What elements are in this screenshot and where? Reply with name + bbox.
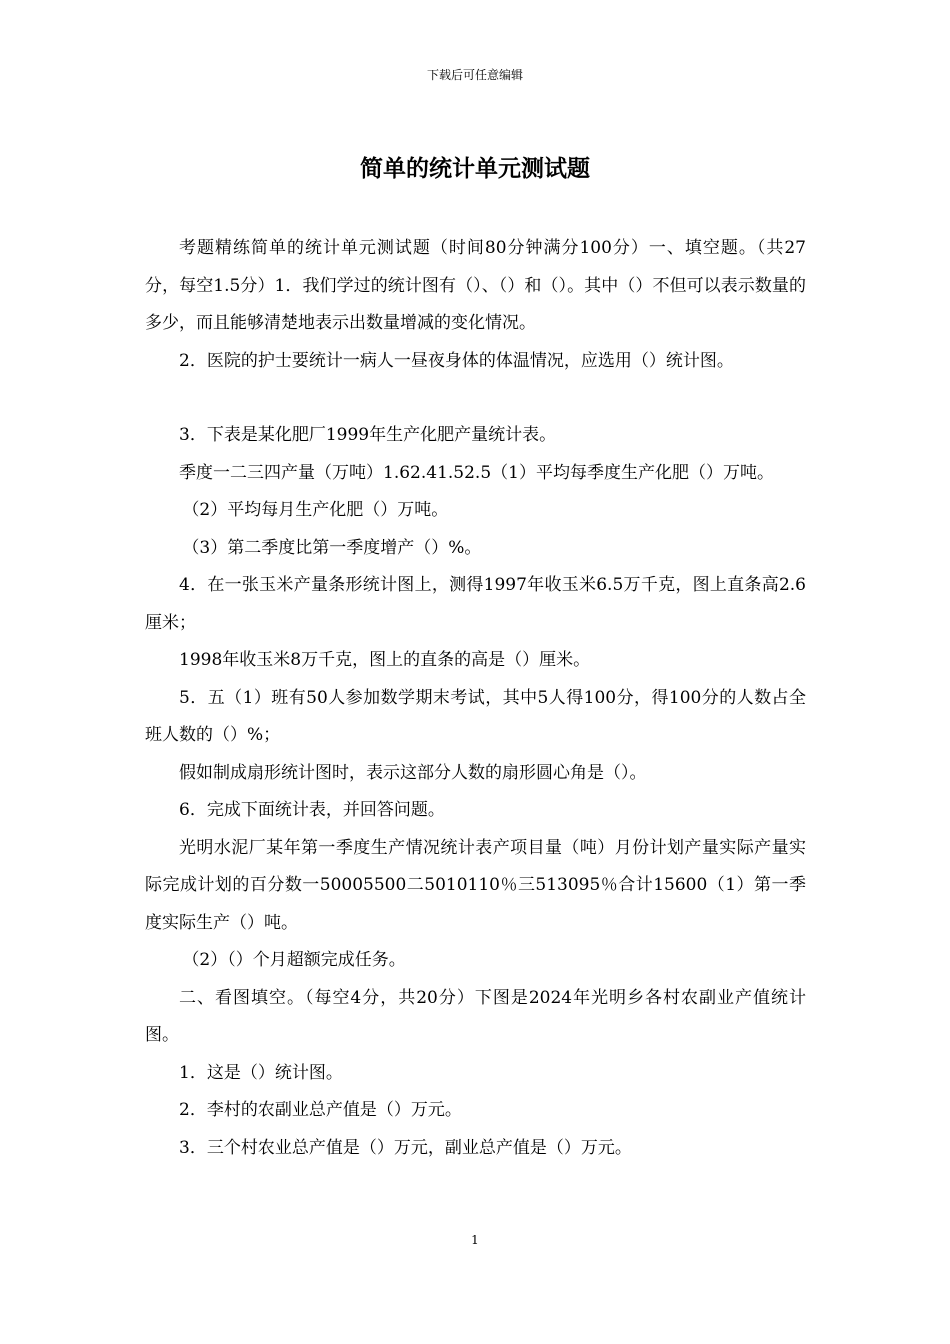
paragraph-q4-cont: 1998年收玉米8万千克，图上的直条的高是（）厘米。 (179, 650, 591, 670)
paragraph-q2: 2．医院的护士要统计一病人一昼夜身体的体温情况，应选用（）统计图。 (179, 350, 734, 371)
paragraph-intro: 考题精练简单的统计单元测试题（时间80分钟满分100分）一、填空题。（共27分，每空1.5分）1．我们学过的统计图有（）、（）和（）。其中（）不但可以表示数量的多少，而且能够清楚地表示出数量增减的变化情况。 (145, 238, 806, 333)
paragraph-q3-sub3: （3）第二季度比第一季度增产（）%。 (182, 537, 482, 558)
page-number: 1 (471, 1233, 479, 1247)
paragraph-q5-cont: 假如制成扇形统计图时，表示这部分人数的扇形圆心角是（）。 (179, 762, 647, 783)
paragraph-s2-q3: 3．三个村农业总产值是（）万元，副业总产值是（）万元。 (179, 1137, 632, 1158)
paragraph-q4: 4．在一张玉米产量条形统计图上，测得1997年收玉米6.5万千克，图上直条高2.6厘米； (145, 575, 806, 633)
page-header: 下载后可任意编辑 (426, 68, 523, 82)
paragraph-s2-q1: 1．这是（）统计图。 (179, 1062, 343, 1083)
page-title: 简单的统计单元测试题 (360, 156, 590, 182)
blank-gap (145, 380, 806, 417)
paragraph-q3-table: 季度一二三四产量（万吨）1.62.41.52.5（1）平均每季度生产化肥（）万吨。 (179, 462, 774, 483)
paragraph-q6: 6．完成下面统计表，并回答问题。 (179, 800, 445, 820)
paragraph-q5: 5．五（1）班有50人参加数学期末考试，其中5人得100分，得100分的人数占全班人数的（）%； (145, 687, 806, 745)
paragraph-section2: 二、看图填空。（每空4分，共20分）下图是2024年光明乡各村农副业产值统计图。 (145, 987, 806, 1045)
document-body (145, 230, 806, 1167)
paragraph-q3: 3．下表是某化肥厂1999年生产化肥产量统计表。 (179, 425, 557, 445)
paragraph-q6-table: 光明水泥厂某年第一季度生产情况统计表产项目量（吨）月份计划产量实际产量实际完成计划的百分数一50005500二5010110％三513095％合计15600（1）第一季度实际生产（）吨。 (145, 837, 806, 933)
paragraph-s2-q2: 2．李村的农副业总产值是（）万元。 (179, 1100, 462, 1120)
paragraph-q6-sub2: （2）（）个月超额完成任务。 (182, 950, 406, 970)
paragraph-q3-sub2: （2）平均每月生产化肥（）万吨。 (182, 500, 449, 520)
